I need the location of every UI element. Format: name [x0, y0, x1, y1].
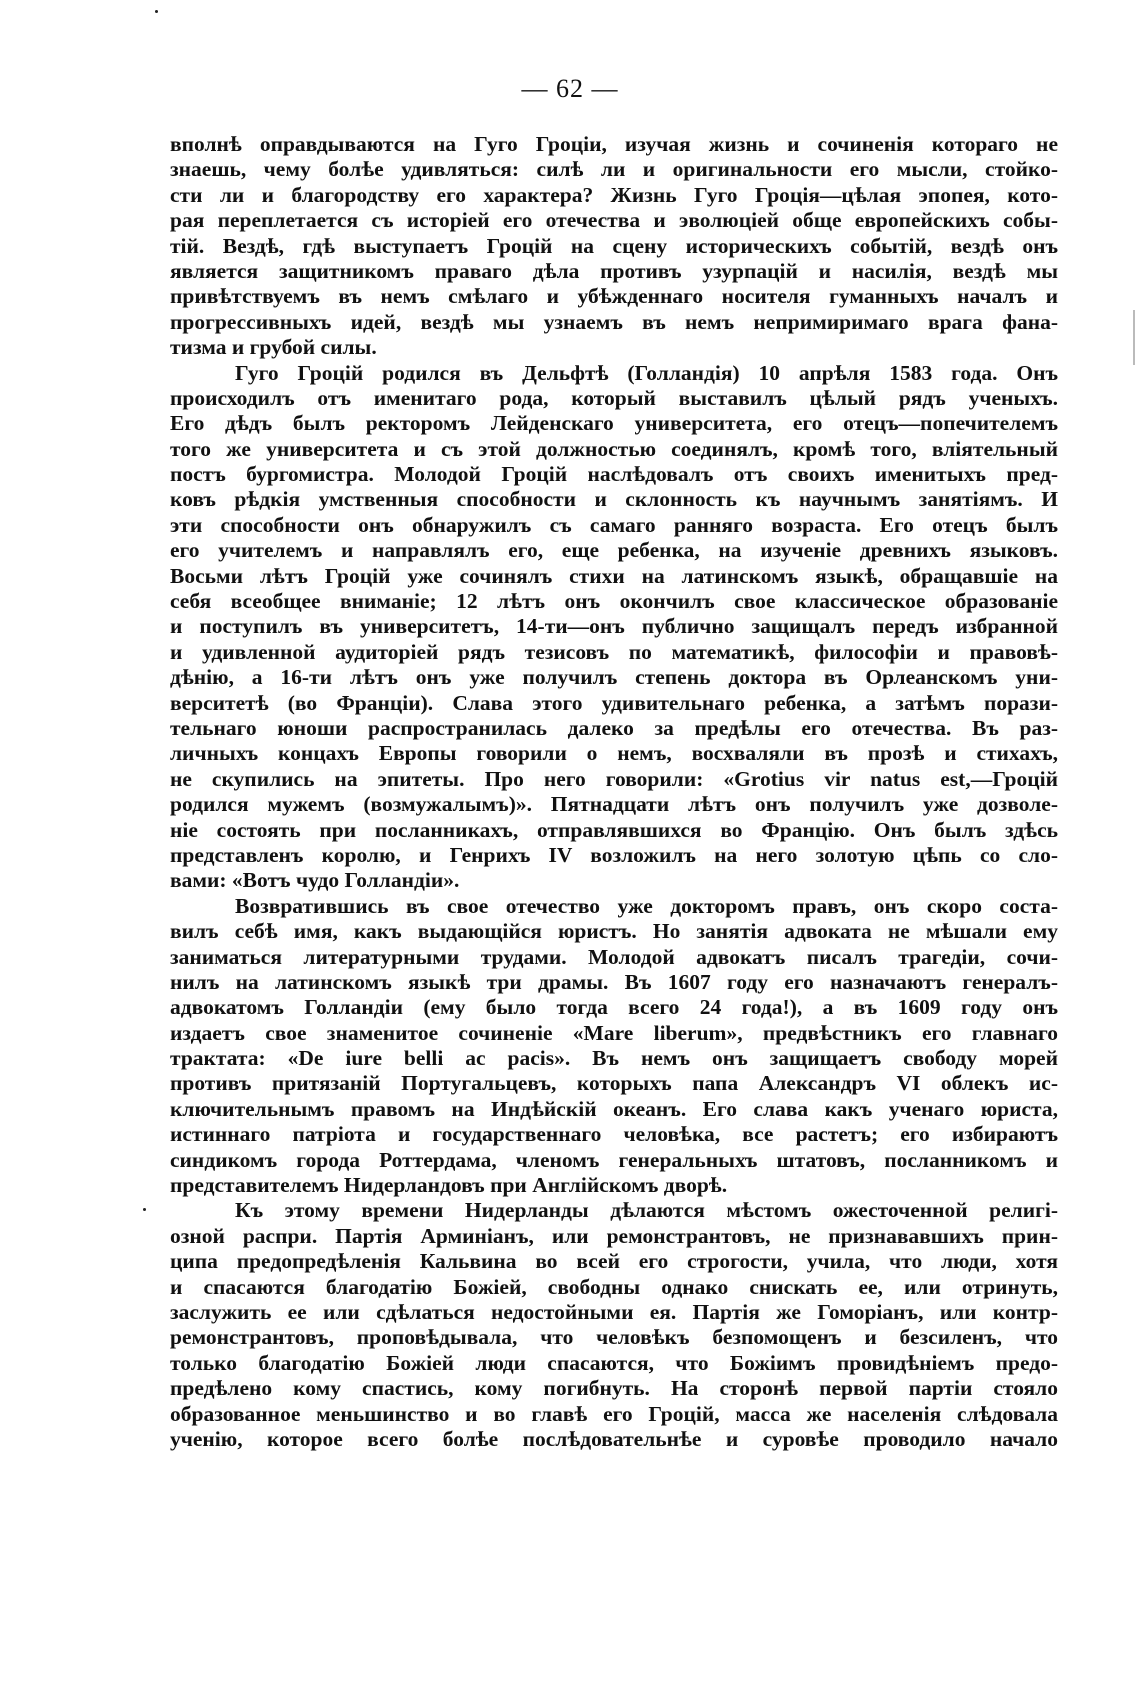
text-line: ключительнымъ правомъ на Индѣйскій океанъ. Его слава какъ ученаго юриста, [170, 1096, 1058, 1121]
text-line: образованное меньшинство и во главѣ его Гроцій, масса же населенія слѣдовала [170, 1401, 1058, 1426]
text-line: представленъ королю, и Генрихъ IV возложилъ на него золотую цѣпь со сло- [170, 842, 1058, 867]
text-line: тизма и грубой силы. [170, 335, 377, 360]
text-line: не скупились на эпитеты. Про него говорили: «Grotius vir natus est,—Гроцій [170, 766, 1058, 791]
text-line: издаетъ свое знаменитое сочиненіе «Mare liberum», предвѣстникъ его главнаго [170, 1020, 1058, 1045]
page-number: — 62 — [521, 74, 619, 103]
text-line: себя всеобщее вниманіе; 12 лѣтъ онъ окончилъ свое классическое образованіе [170, 589, 1058, 614]
text-line: истиннаго патріота и государственнаго человѣка, все растетъ; его избираютъ [170, 1122, 1058, 1147]
text-line: знаешь, чему болѣе удивляться: силѣ ли и оригинальности его мысли, стойко- [170, 157, 1058, 182]
text-line: тій. Вездѣ, гдѣ выступаетъ Гроцій на сцену историческихъ событій, вездѣ онъ [170, 233, 1058, 258]
text-line: Гуго Гроцій родился въ Дельфтѣ (Голландія) 10 апрѣля 1583 года. Онъ [235, 360, 1058, 385]
text-line: вполнѣ оправдываются на Гуго Гроціи, изучая жизнь и сочиненія котораго не [170, 132, 1058, 156]
text-line: представителемъ Нидерландовъ при Англійскомъ дворѣ. [170, 1173, 728, 1198]
text-line: и спасаются благодатію Божіей, свободны однако снискать ее, или отринуть, [170, 1274, 1058, 1299]
text-line: вами: «Вотъ чудо Голландіи». [170, 868, 460, 893]
top-speck [155, 10, 158, 13]
right-edge-mark [1133, 310, 1135, 365]
body-text [170, 132, 1058, 1452]
text-line: происходилъ отъ именитаго рода, который выставилъ цѣлый рядъ ученыхъ. [170, 385, 1058, 410]
text-line: синдикомъ города Роттердама, членомъ генеральныхъ штатовъ, посланникомъ и [170, 1147, 1058, 1172]
text-line: ципа предопредѣленія Кальвина во всей его строгости, учила, что люди, хотя [170, 1249, 1058, 1274]
text-line: заниматься литературными трудами. Молодой адвокатъ писалъ трагедіи, сочи- [170, 944, 1058, 969]
text-line: вилъ себѣ имя, какъ выдающійся юристъ. Но занятія адвоката не мѣшали ему [170, 919, 1058, 944]
text-line: дѣнію, а 16-ти лѣтъ онъ уже получилъ степень доктора въ Орлеанскомъ уни- [170, 665, 1058, 690]
text-line: только благодатію Божіей люди спасаются, что Божіимъ провидѣніемъ предо- [170, 1350, 1058, 1375]
text-line: рая переплетается съ исторіей его отечества и эволюціей обще европейскихъ собы- [170, 208, 1058, 233]
text-line: и удивленной аудиторіей рядъ тезисовъ по математикѣ, философіи и правовѣ- [170, 639, 1058, 664]
text-line: заслужить ее или сдѣлаться недостойными ея. Партія же Гоморіанъ, или контр- [170, 1299, 1058, 1324]
text-line: Къ этому времени Нидерланды дѣлаются мѣстомъ ожесточенной религі- [235, 1198, 1058, 1223]
text-line: Возвратившись въ свое отечество уже докторомъ правъ, онъ скоро соста- [235, 893, 1058, 918]
text-line: прогрессивныхъ идей, вездѣ мы узнаемъ въ немъ непримиримаго врага фана- [170, 309, 1058, 334]
text-line: трактата: «De iure belli ac pacis». Въ немъ онъ защищаетъ свободу морей [170, 1046, 1058, 1071]
text-line: ніе состоять при посланникахъ, отправлявшихся во Францію. Онъ былъ здѣсь [170, 817, 1058, 842]
text-line: Восьми лѣтъ Гроцій уже сочинялъ стихи на латинскомъ языкѣ, обращавшіе на [170, 563, 1058, 588]
text-line: ученію, которое всего болѣе послѣдовательнѣе и суровѣе проводило начало [170, 1426, 1058, 1451]
text-line: ремонстрантовъ, проповѣдывала, что человѣкъ безпомощенъ и безсиленъ, что [170, 1325, 1058, 1350]
text-line: Его дѣдъ былъ ректоромъ Лейденскаго университета, его отецъ—попечителемъ [170, 411, 1058, 436]
text-line: и поступилъ въ университетъ, 14-ти—онъ публично защищалъ передъ избранной [170, 614, 1058, 639]
text-line: предѣлено кому спастись, кому погибнуть. На сторонѣ первой партіи стояло [170, 1376, 1058, 1401]
text-line: привѣтствуемъ въ немъ смѣлаго и убѣжденнаго носителя гуманныхъ началъ и [170, 284, 1058, 309]
text-line: ковъ рѣдкія умственныя способности и склонность къ научнымъ занятіямъ. И [170, 487, 1058, 512]
text-line: верситетѣ (во Франціи). Слава этого удивительнаго ребенка, а затѣмъ порази- [170, 690, 1058, 715]
text-line: личныхъ концахъ Европы говорили о немъ, восхваляли въ прозѣ и стихахъ, [170, 741, 1058, 766]
text-line: того же университета и съ этой должностью соединялъ, кромѣ того, вліятельный [170, 436, 1058, 461]
text-line: противъ притязаній Португальцевъ, которыхъ папа Александръ VI облекъ ис- [170, 1071, 1058, 1096]
text-line: постъ бургомистра. Молодой Гроцій наслѣдовалъ отъ своихъ именитыхъ пред- [170, 462, 1058, 487]
text-line: тельнаго юноши распространилась далеко за предѣлы его отечества. Въ раз- [170, 715, 1058, 740]
text-line: эти способности онъ обнаружилъ съ самаго ранняго возраста. Его отецъ былъ [170, 512, 1058, 537]
text-line: его учителемъ и направлялъ его, еще ребенка, на изученіе древнихъ языковъ. [170, 538, 1058, 563]
text-line: адвокатомъ Голландіи (ему было тогда всего 24 года!), а въ 1609 году онъ [170, 995, 1058, 1020]
text-line: озной распри. Партія Арминіанъ, или ремонстрантовъ, не признававшихъ прин- [170, 1223, 1058, 1248]
text-line: сти ли и благородству его характера? Жизнь Гуго Гроція—цѣлая эпопея, кото- [170, 182, 1058, 207]
text-line: родился мужемъ (возмужалымъ)». Пятнадцати лѣтъ онъ получилъ уже дозволе- [170, 792, 1058, 817]
text-line: нилъ на латинскомъ языкѣ три драмы. Въ 1607 году его назначаютъ генералъ- [170, 969, 1058, 994]
margin-speck [143, 1208, 146, 1211]
text-line: является защитникомъ праваго дѣла противъ узурпацій и насилія, вездѣ мы [170, 258, 1058, 283]
